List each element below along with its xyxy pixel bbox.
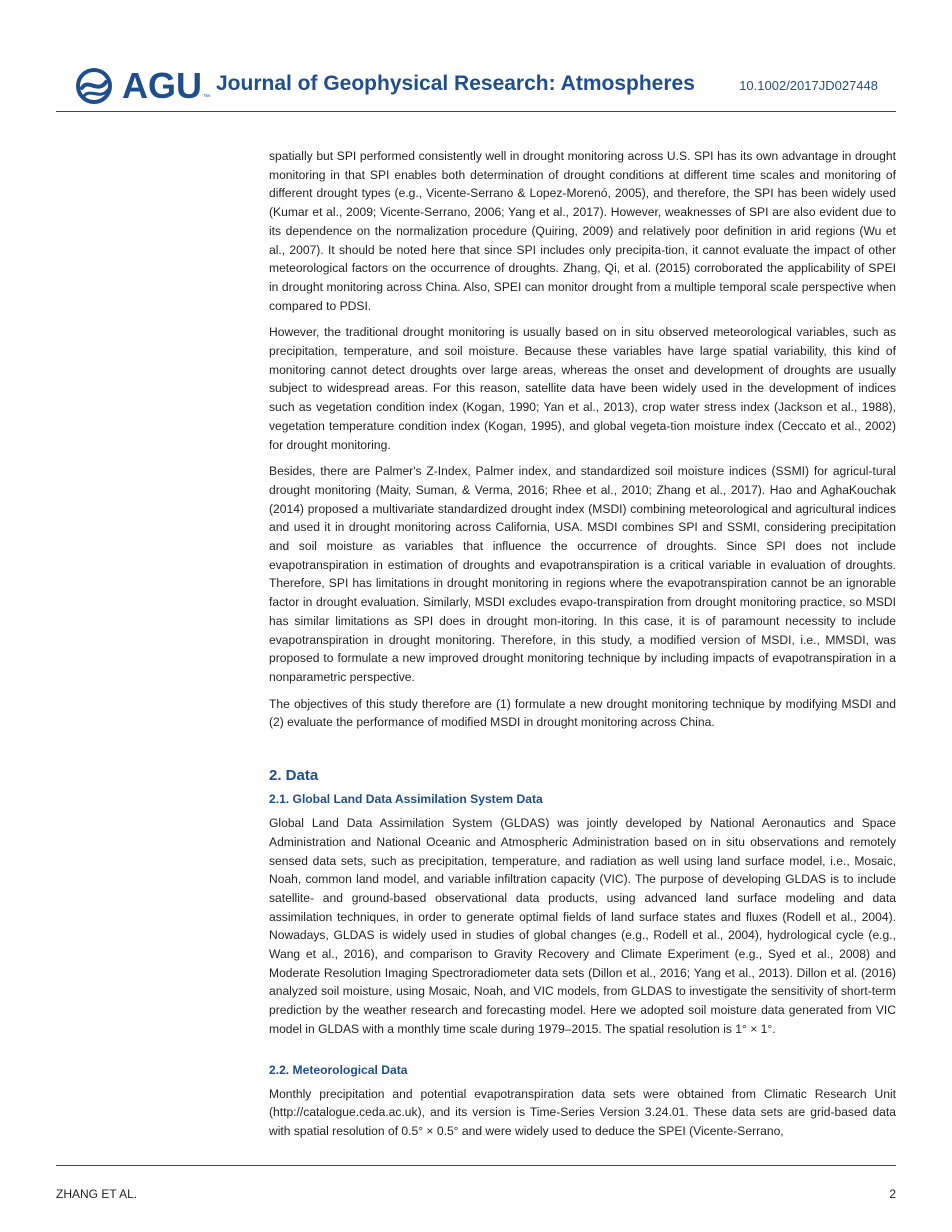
trademark-mark: ™	[203, 94, 210, 101]
page-header	[56, 62, 896, 112]
page-number: 2	[889, 1187, 896, 1201]
subsection-heading-meteorological: 2.2. Meteorological Data	[269, 1062, 408, 1077]
body-paragraph: spatially but SPI performed consistently well in drought monitoring across U.S. SPI has its own advantage in drought monitoring in that SPI enables both determination of drought conditions at different time scales and monitoring of different drought types (e.g., Vicente-Serrano & Lopez-Morenó, 2005), and therefore, the SPI has been widely used (Kumar et al., 2009; Vicente-Serrano, 2006; Yang et al., 2017). However, weaknesses of SPI are also evident due to its dependence on the normalization procedure (Quiring, 2009) and relatively poor definition in arid regions (Wu et al., 2007). It should be noted here that since SPI includes only precipita-tion, it cannot evaluate the impact of other meteorological factors on the occurrence of droughts. Zhang, Qi, et al. (2015) corroborated the applicability of SPEI in drought monitoring across China. Also, SPEI can monitor drought from a multiple temporal scale perspective when compared to PDSI.	[269, 149, 896, 313]
agu-logo-text: AGU	[122, 65, 202, 106]
doi-link[interactable]: 10.1002/2017JD027448	[739, 78, 878, 93]
article-body	[269, 147, 896, 1149]
agu-globe-icon	[76, 68, 120, 104]
footer-divider	[56, 1165, 896, 1166]
body-paragraph: Monthly precipitation and potential evapotranspiration data sets were obtained from Climatic Research Unit (http://catalogue.ceda.ac.uk), and its version is Time-Series Version 3.24.01. These data sets are grid-based data with spatial resolution of 0.5° × 0.5° and were widely used to deduce the SPEI (Vicente-Serrano,	[269, 1086, 896, 1138]
footer-authors: ZHANG ET AL.	[56, 1187, 138, 1201]
body-paragraph: The objectives of this study therefore are (1) formulate a new drought monitoring technique by modifying MSDI and (2) evaluate the performance of modified MSDI in drought monitoring across China.	[269, 696, 896, 730]
journal-title[interactable]: Journal of Geophysical Research: Atmospheres	[216, 72, 695, 95]
section-heading-data: 2. Data	[269, 767, 319, 785]
body-paragraph: Global Land Data Assimilation System (GLDAS) was jointly developed by National Aeronautics and Space Administration and National Oceanic and Atmospheric Administration based on in situ observations and remotely sensed data sets, such as precipitation, temperature, and radiation as well using land surface model, i.e., Mosaic, Noah, common land model, and variable infiltration capacity (VIC). The purpose of developing GLDAS is to include satellite- and ground-based observational data products, using advanced land surface modeling and data assimilation techniques, in order to generate optimal fields of land surface states and fluxes (Rodell et al., 2004). Nowadays, GLDAS is widely used in studies of global changes (e.g., Rodell et al., 2004), hydrological cycle (e.g., Wang et al., 2016), and comparison to Gravity Recovery and Climate Experiment (e.g., Syed et al., 2008) and Moderate Resolution Imaging Spectroradiometer data sets (Dillon et al., 2016; Yang et al., 2013). Dillon et al. (2016) analyzed soil moisture, using Mosaic, Noah, and VIC models, from GLDAS to investigate the sensitivity of short-term prediction by the weather research and forecasting model. Here we adopted soil moisture data generated from VIC model in GLDAS with a monthly time scale during 1979–2015. The spatial resolution is 1° × 1°.	[269, 816, 896, 1036]
body-paragraph: Besides, there are Palmer's Z-Index, Palmer index, and standardized soil moisture indices (SSMI) for agricul-tural drought monitoring (Maity, Suman, & Verma, 2016; Rhee et al., 2010; Zhang et al., 2017). Hao and AghaKouchak (2014) proposed a multivariate standardized drought index (MSDI) combining meteorological and agricultural indices and used it in drought monitoring across California, USA. MSDI combines SPI and SSMI, considering precipitation and soil moisture as variables that influence the occurrence of droughts. Since SPI does not include evapotranspiration in estimation of droughts and evapotranspiration is a critical variable in evaluation of droughts. Therefore, SPI has limitations in drought monitoring in regions where the evapotranspiration cannot be an ignorable factor in drought evaluation. Similarly, MSDI excludes evapo-transpiration from drought monitoring practice, so MSDI has similar limitations as SPI does in drought mon-itoring. In this case, it is of paramount necessity to include evapotranspiration in drought monitoring. Therefore, in this study, a modified version of MSDI, i.e., MMSDI, was proposed to formulate a new improved drought monitoring technique by including impacts of evapotranspiration in a nonparametric perspective.	[269, 464, 896, 684]
header-divider	[56, 111, 896, 112]
agu-logo[interactable]	[76, 67, 236, 105]
body-paragraph: However, the traditional drought monitoring is usually based on in situ observed meteorological variables, such as precipitation, temperature, and soil moisture. Because these variables have large spatial variability, this kind of monitoring cannot detect droughts over large areas, whereas the onset and development of droughts are usually subject to widespread areas. For this reason, satellite data have been widely used in the development of indices such as vegetation condition index (Kogan, 1990; Yan et al., 2013), crop water stress index (Jackson et al., 1988), vegetation temperature condition index (Kogan, 1995), and global vegeta-tion moisture index (Ceccato et al., 2002) for drought monitoring.	[269, 325, 896, 452]
subsection-heading-gldas: 2.1. Global Land Data Assimilation System Data	[269, 792, 543, 807]
